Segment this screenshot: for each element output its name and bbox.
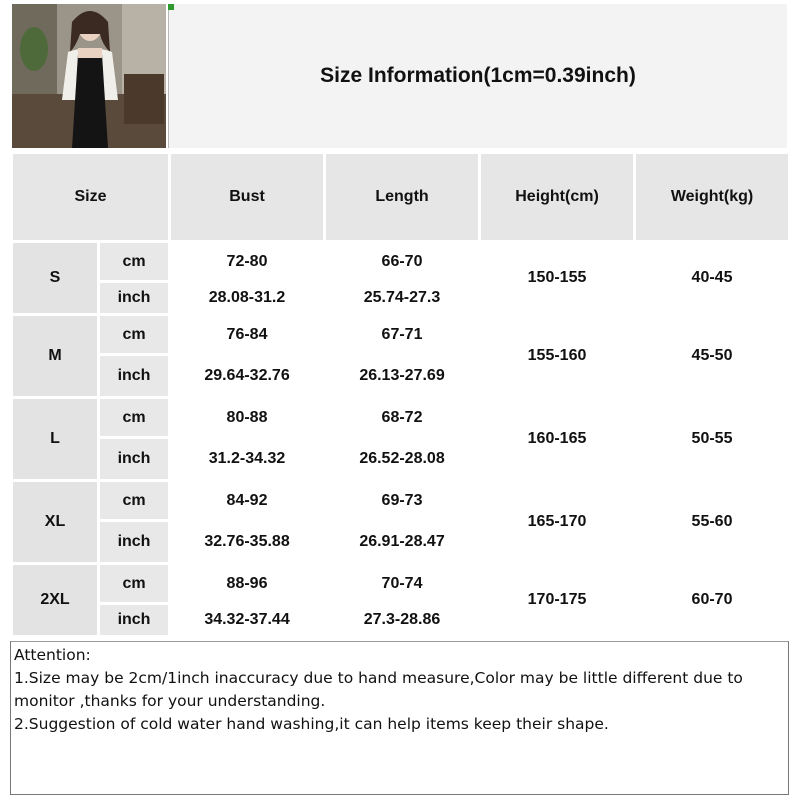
header-size: Size (13, 154, 168, 240)
unit-cm: cm (100, 243, 168, 280)
size-label: 2XL (13, 565, 97, 635)
height-value: 165-170 (481, 482, 633, 562)
bust-inch: 29.64-32.76 (171, 356, 323, 396)
bust-cm: 80-88 (171, 399, 323, 436)
unit-cm: cm (100, 565, 168, 602)
attention-line-1: 1.Size may be 2cm/1inch inaccuracy due to hand measure,Color may be little different due to monitor ,thanks for your understanding. (14, 669, 743, 710)
height-value: 170-175 (481, 565, 633, 635)
size-label: M (13, 316, 97, 396)
attention-heading: Attention: (14, 646, 91, 664)
model-photo-image (12, 4, 166, 148)
length-cm: 68-72 (326, 399, 478, 436)
corner-marker (168, 4, 174, 10)
length-cm: 70-74 (326, 565, 478, 602)
size-label: S (13, 243, 97, 313)
unit-inch: inch (100, 605, 168, 635)
page-title: Size Information(1cm=0.39inch) (168, 4, 787, 148)
height-value: 155-160 (481, 316, 633, 396)
bust-inch: 28.08-31.2 (171, 283, 323, 313)
model-photo (12, 4, 166, 148)
length-inch: 26.91-28.47 (326, 522, 478, 562)
bust-inch: 34.32-37.44 (171, 605, 323, 635)
weight-value: 50-55 (636, 399, 788, 479)
bust-inch: 31.2-34.32 (171, 439, 323, 479)
length-cm: 67-71 (326, 316, 478, 353)
unit-cm: cm (100, 482, 168, 519)
bust-cm: 84-92 (171, 482, 323, 519)
size-label: XL (13, 482, 97, 562)
unit-inch: inch (100, 356, 168, 396)
height-value: 160-165 (481, 399, 633, 479)
size-label: L (13, 399, 97, 479)
length-cm: 66-70 (326, 243, 478, 280)
length-inch: 27.3-28.86 (326, 605, 478, 635)
weight-value: 45-50 (636, 316, 788, 396)
attention-line-2: 2.Suggestion of cold water hand washing,it can help items keep their shape. (14, 715, 609, 733)
attention-notes (10, 641, 789, 795)
weight-value: 60-70 (636, 565, 788, 635)
height-value: 150-155 (481, 243, 633, 313)
header-height: Height(cm) (481, 154, 633, 240)
length-inch: 26.52-28.08 (326, 439, 478, 479)
bust-cm: 72-80 (171, 243, 323, 280)
header-weight: Weight(kg) (636, 154, 788, 240)
bust-cm: 76-84 (171, 316, 323, 353)
bust-inch: 32.76-35.88 (171, 522, 323, 562)
unit-inch: inch (100, 439, 168, 479)
bust-cm: 88-96 (171, 565, 323, 602)
unit-inch: inch (100, 283, 168, 313)
header-bust: Bust (171, 154, 323, 240)
length-inch: 25.74-27.3 (326, 283, 478, 313)
length-inch: 26.13-27.69 (326, 356, 478, 396)
header-length: Length (326, 154, 478, 240)
unit-cm: cm (100, 316, 168, 353)
unit-cm: cm (100, 399, 168, 436)
size-table (10, 151, 791, 638)
weight-value: 40-45 (636, 243, 788, 313)
length-cm: 69-73 (326, 482, 478, 519)
unit-inch: inch (100, 522, 168, 562)
weight-value: 55-60 (636, 482, 788, 562)
